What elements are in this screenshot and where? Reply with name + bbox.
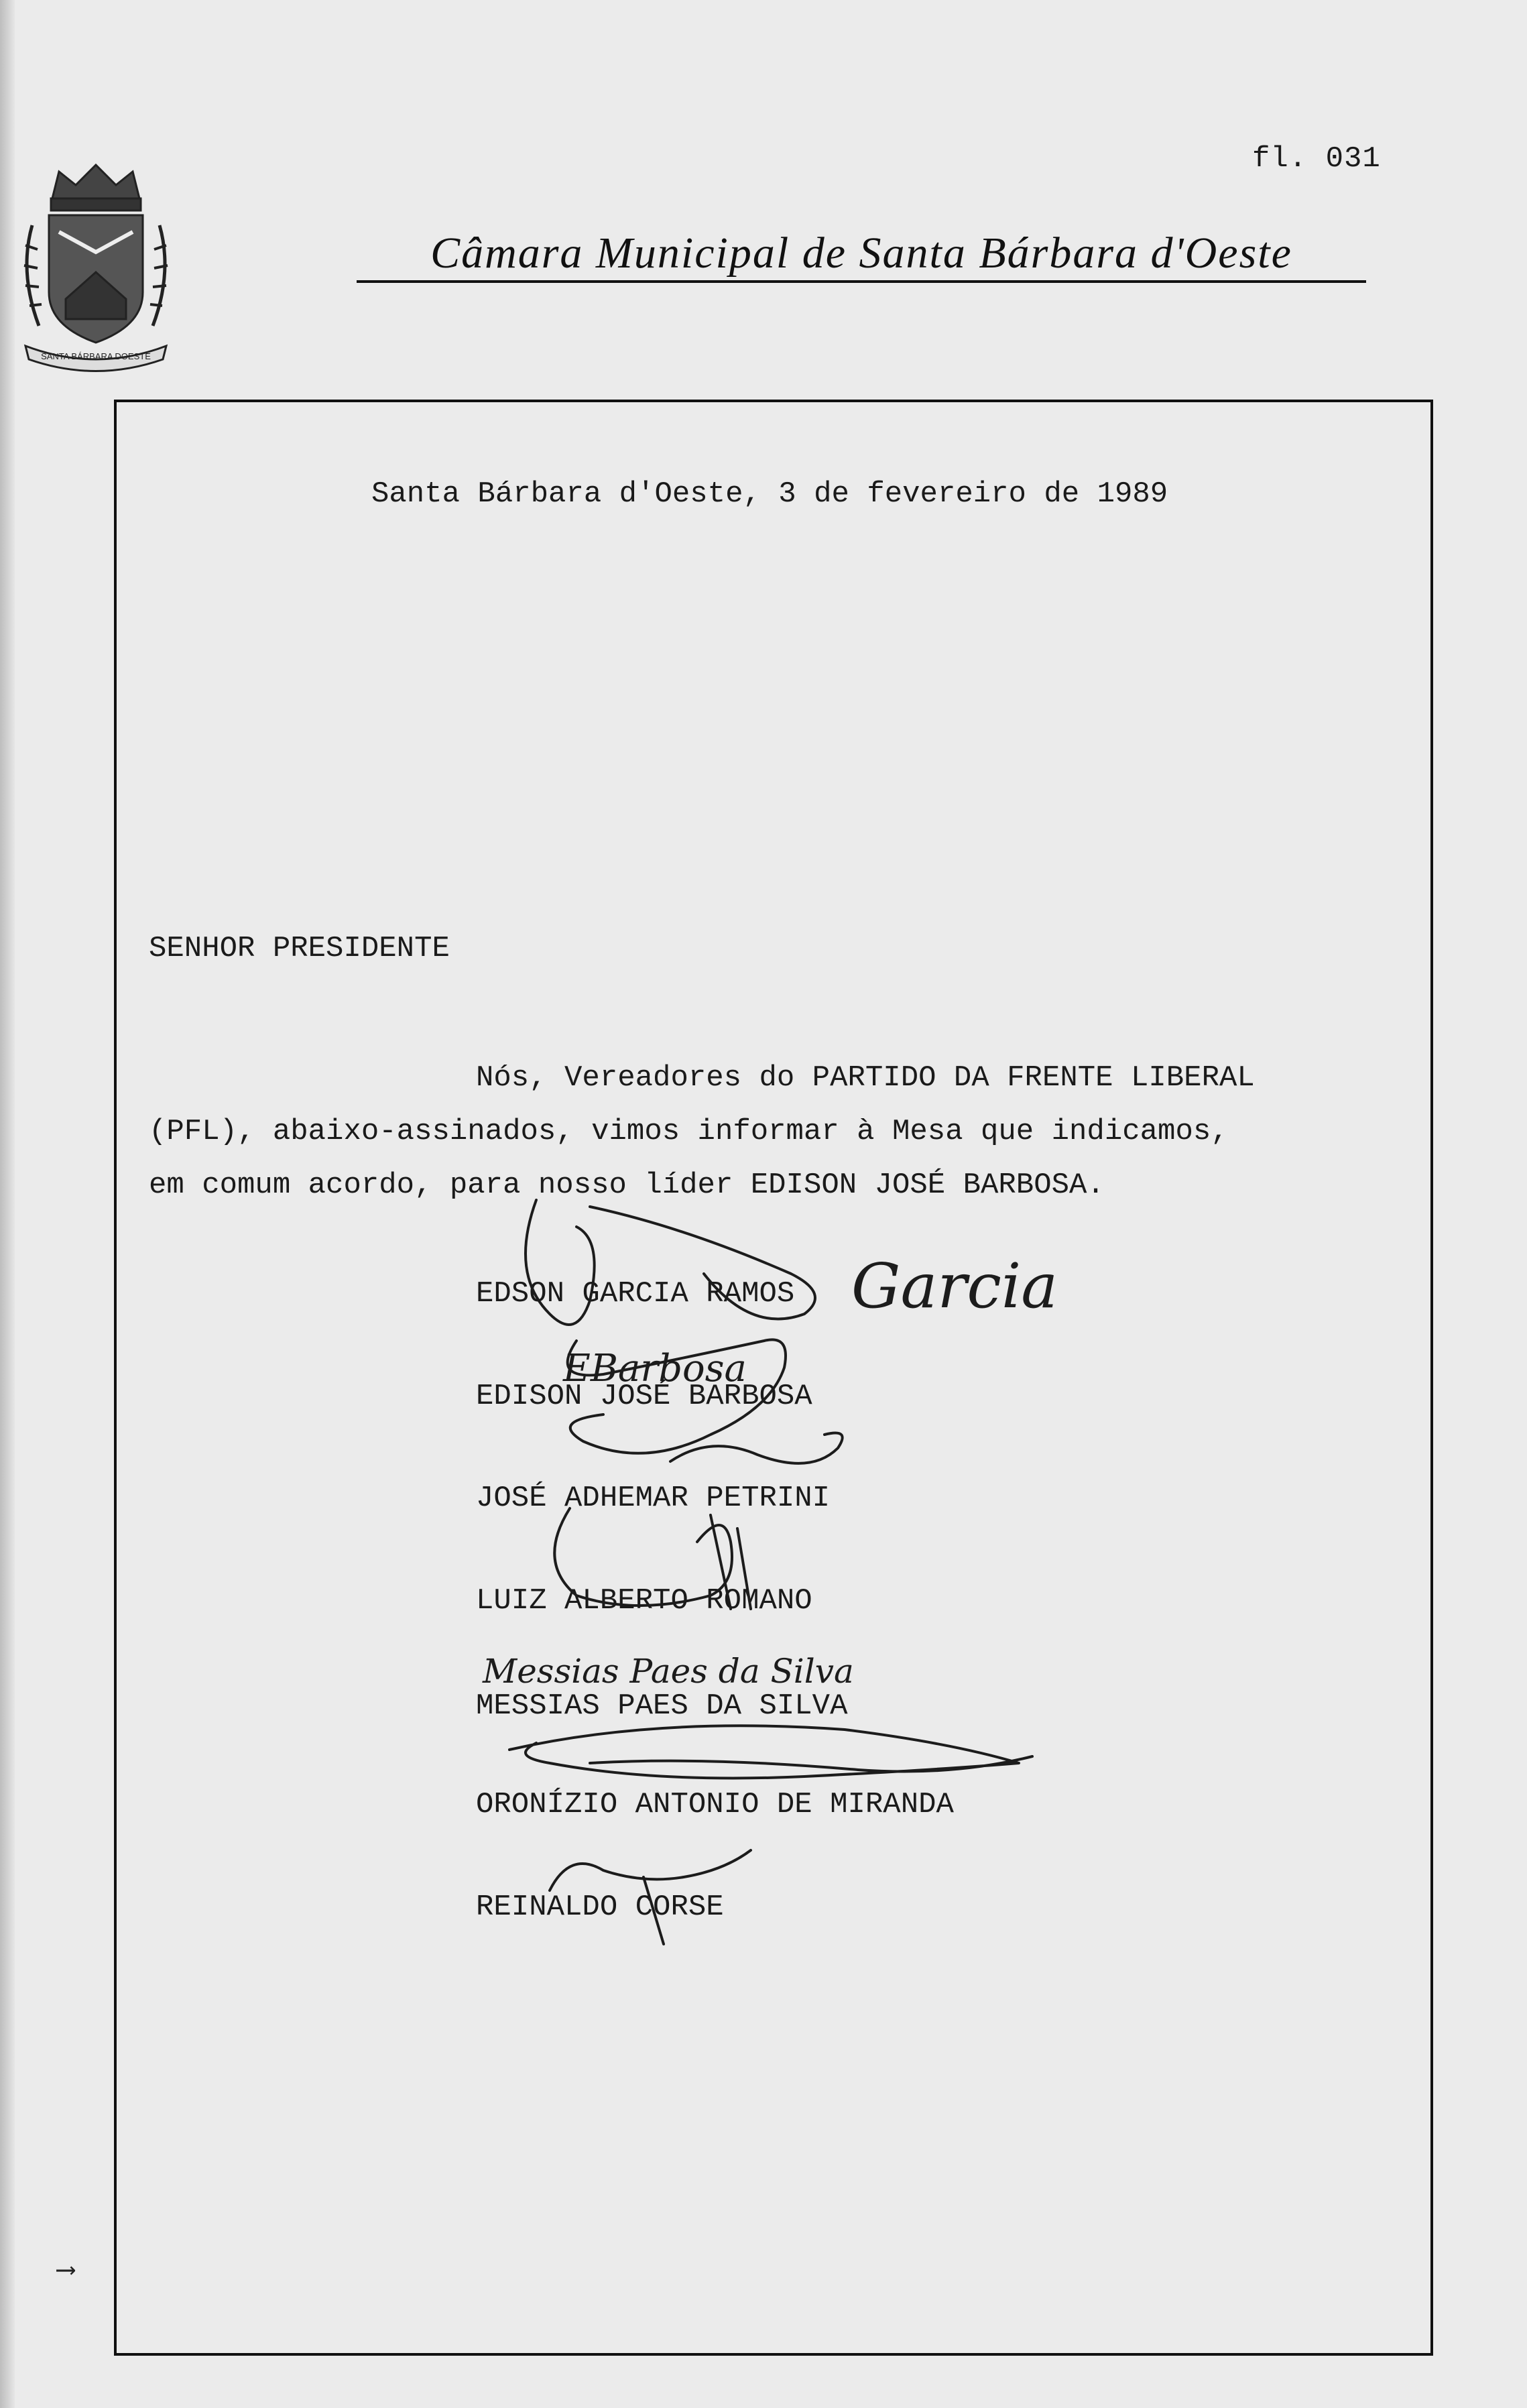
- body-line-3: em comum acordo, para nosso líder EDISON JOSÉ BARBOSA.: [149, 1168, 1105, 1202]
- signer-name: JOSÉ ADHEMAR PETRINI: [476, 1482, 831, 1515]
- signer-name: MESSIAS PAES DA SILVA: [476, 1689, 848, 1723]
- signature-barbosa: EBarbosa: [563, 1347, 747, 1390]
- municipal-crest-icon: [12, 152, 180, 379]
- letter-body: [149, 1051, 1369, 1212]
- body-line-1: Nós, Vereadores do PARTIDO DA FRENTE LIBERAL: [476, 1061, 1255, 1095]
- letterhead-rule: [357, 280, 1366, 283]
- margin-arrow-icon: ⟶: [58, 2256, 74, 2287]
- folio-number: fl. 031: [1252, 142, 1381, 176]
- signer-name: ORONÍZIO ANTONIO DE MIRANDA: [476, 1788, 954, 1821]
- signer-name: EDSON GARCIA RAMOS: [476, 1277, 795, 1311]
- signature-garcia: Garcia: [851, 1250, 1058, 1322]
- document-frame: [114, 400, 1433, 2356]
- signature-messias: Messias Paes da Silva: [483, 1652, 854, 1691]
- letterhead-title: Câmara Municipal de Santa Bárbara d'Oeste: [430, 229, 1292, 278]
- signer-name: LUIZ ALBERTO ROMANO: [476, 1584, 812, 1618]
- salutation: SENHOR PRESIDENTE: [149, 932, 450, 965]
- date-line: Santa Bárbara d'Oeste, 3 de fevereiro de 1989: [371, 477, 1168, 511]
- body-line-2: (PFL), abaixo-assinados, vimos informar à Mesa que indicamos,: [149, 1115, 1229, 1148]
- signer-name: EDISON JOSÉ BARBOSA: [476, 1380, 812, 1413]
- svg-text:SANTA BÁRBARA DOESTE: SANTA BÁRBARA DOESTE: [41, 351, 151, 361]
- signer-name: REINALDO CORSE: [476, 1890, 724, 1924]
